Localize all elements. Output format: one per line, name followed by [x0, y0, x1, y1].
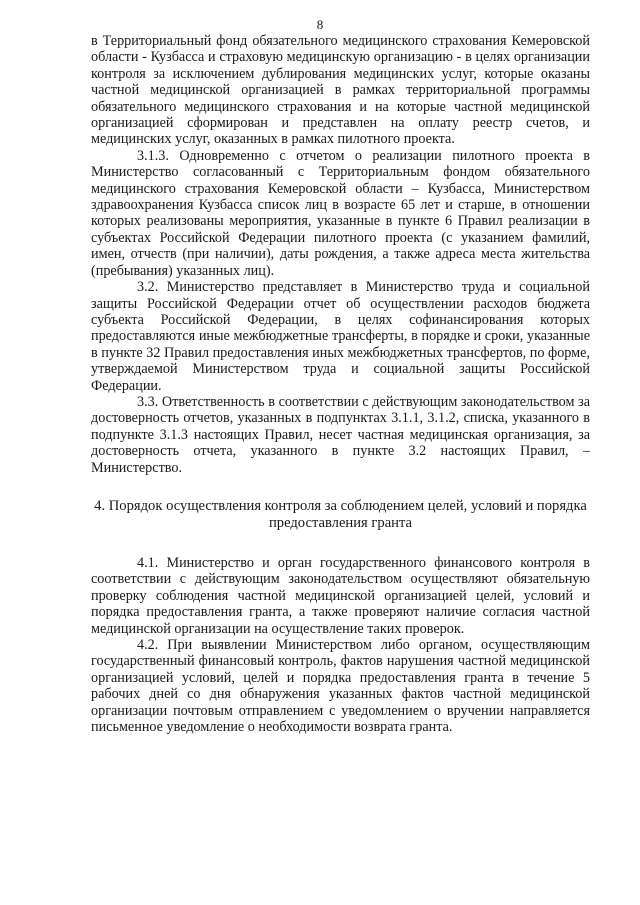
paragraph-3-3: 3.3. Ответственность в соответствии с действующим законодательством за достоверность отчетов, указанных в подпунктах 3.1.1, 3.1.2, списка, указанного в подпункте 3.1.3 настоящих Правил, несет частная медицинская организация, за достоверность отчета, указанного в пункте 3.2 настоящих Правил, – Министерство.	[91, 393, 590, 476]
paragraph-3-1-3: 3.1.3. Одновременно с отчетом о реализации пилотного проекта в Министерство согласованный с Территориальным фондом обязательного медицинского страхования Кемеровской области – Кузбасса, Министерством здравоохранения Кузбасса список лиц в возрасте 65 лет и старше, в отношении которых реализованы мероприятия, указанные в пункте 6 Правил реализации в субъектах Российской Федерации пилотного проекта (с указанием фамилий, имен, отчеств (при наличии), даты рождения, а также адреса места жительства (пребывания) указанных лиц).	[91, 147, 590, 279]
section-heading-4: 4. Порядок осуществления контроля за соблюдением целей, условий и порядка предоставления гранта	[94, 497, 587, 531]
document-body	[91, 33, 590, 735]
paragraph-4-1: 4.1. Министерство и орган государственного финансового контроля в соответствии с действующим законодательством осуществляют обязательную проверку соблюдения частной медицинской организацией целей, условий и порядка предоставления гранта, а также проверяют наличие согласия частной медицинской организации на осуществление таких проверок.	[91, 554, 590, 637]
page-number: 8	[316, 17, 324, 32]
paragraph-3-2: 3.2. Министерство представляет в Министерство труда и социальной защиты Российской Федерации отчет об осуществлении расходов бюджета субъекта Российской Федерации, в целях софинансирования которых предоставляются иные межбюджетные трансферты, в порядке и сроки, указанные в пункте 32 Правил предоставления иных межбюджетных трансфертов, по форме, утверждаемой Министерством труда и социальной защиты Российской Федерации.	[91, 279, 590, 394]
paragraph-4-2: 4.2. При выявлении Министерством либо органом, осуществляющим государственный финансовый контроль, фактов нарушения частной медицинской организацией условий, целей и порядка предоставления гранта в течение 5 рабочих дней со дня обнаружения указанных фактов частной медицинской организации почтовым отправлением с уведомлением о вручении направляется письменное уведомление о необходимости возврата гранта.	[91, 637, 590, 736]
paragraph-continuation: в Территориальный фонд обязательного медицинского страхования Кемеровской области - Кузбасса и страховую медицинскую организацию - в целях организации контроля за исключением дублирования медицинских услуг, которые оказаны частной медицинской организацией в рамках территориальной программы обязательного медицинского страхования и на которые частной медицинской организацией сформирован и представлен на оплату реестр счетов, и медицинских услуг, оказанных в рамках пилотного проекта.	[91, 33, 590, 148]
